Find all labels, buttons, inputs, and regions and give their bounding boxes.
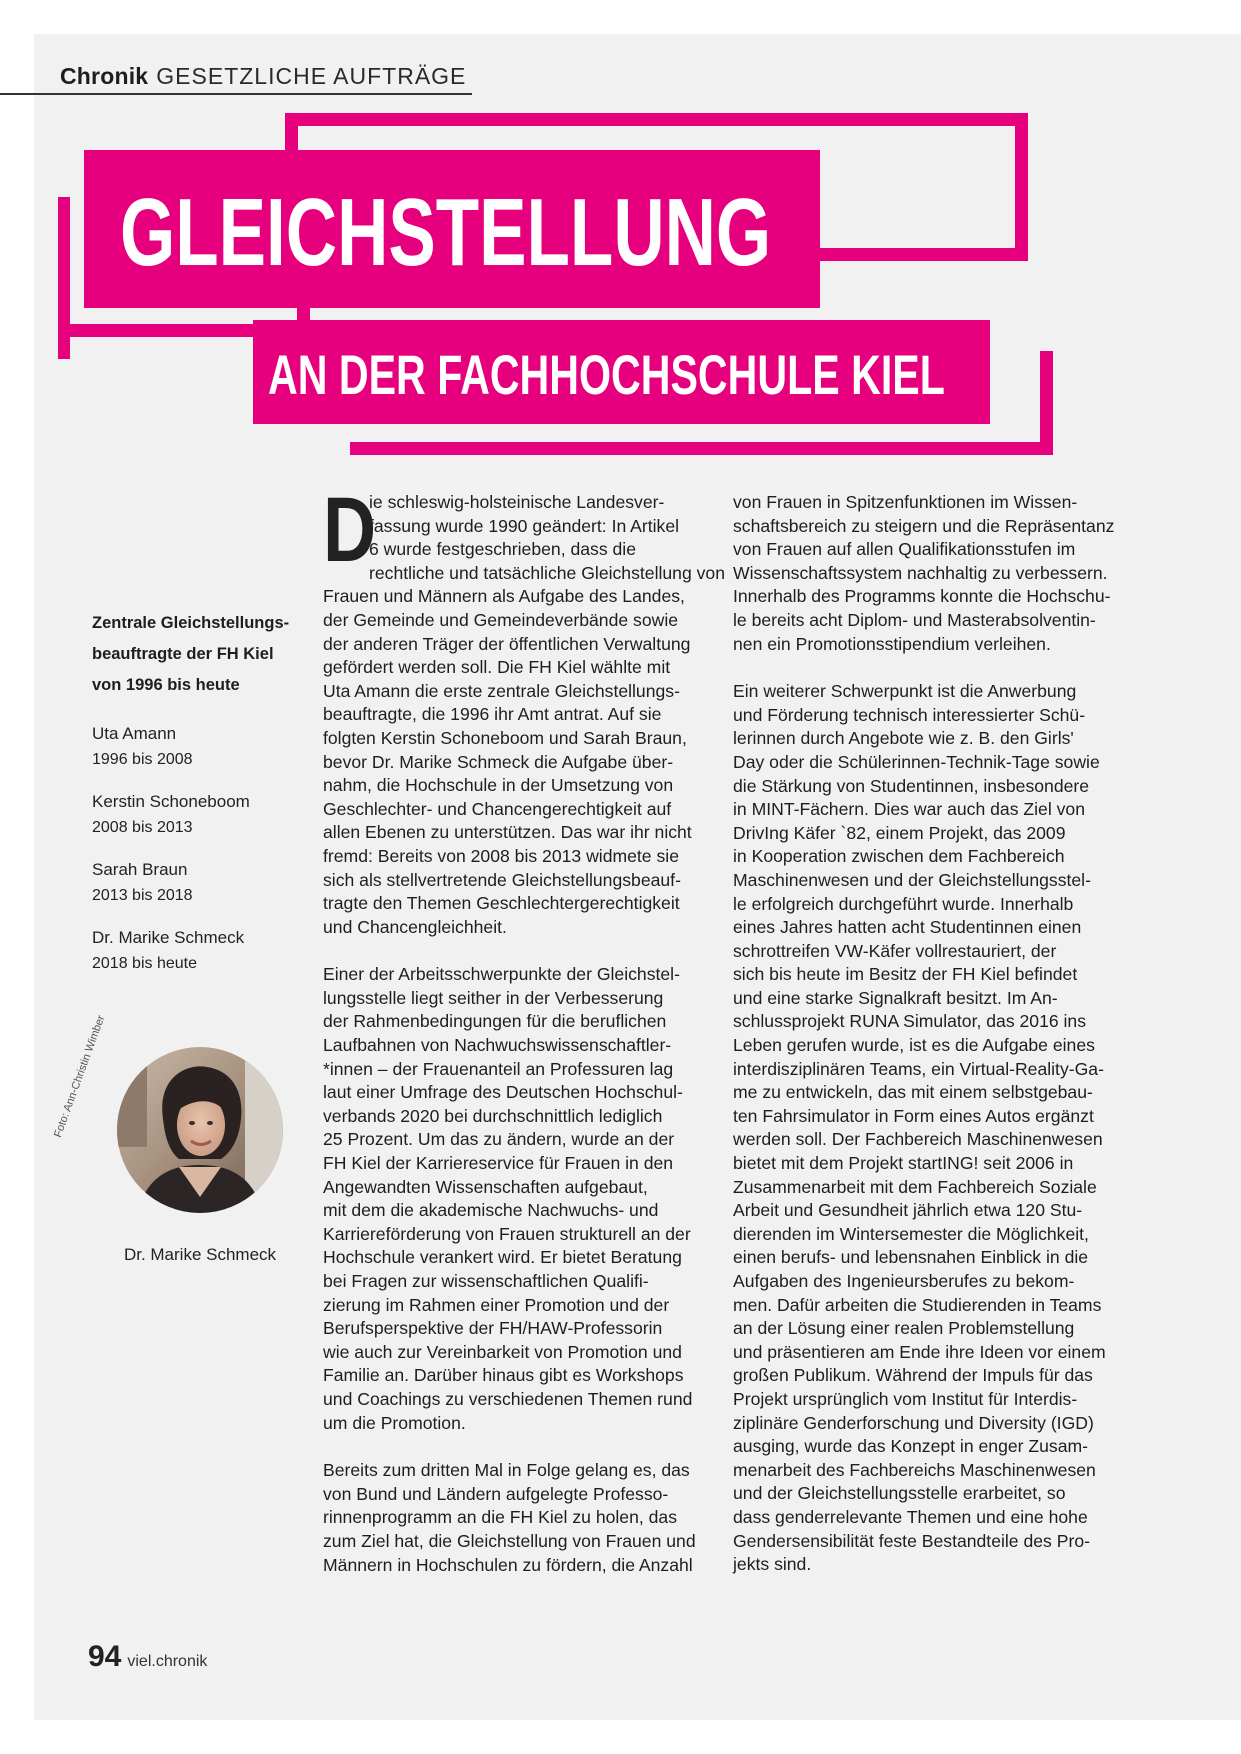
text-line: Uta Amann die erste zentrale Gleichstellungs- — [323, 680, 680, 701]
text-line: sich bis heute im Besitz der FH Kiel befindet — [733, 964, 1078, 985]
text-line: laut einer Umfrage des Deutschen Hochschul- — [323, 1082, 683, 1103]
text-line: und eine starke Signalkraft besitzt. Im An- — [733, 987, 1058, 1008]
publication-label: viel.chronik — [127, 1653, 208, 1670]
sidebar-heading-line: Zentrale Gleichstellungs- — [92, 614, 290, 632]
text-line: Laufbahnen von Nachwuchswissenschaftler- — [323, 1035, 672, 1056]
officer-name: Dr. Marike Schmeck — [92, 928, 245, 947]
text-line: schlussprojekt RUNA Simulator, das 2016 ins — [733, 1011, 1087, 1032]
text-line: beauftragte, die 1996 ihr Amt antrat. Auf sie — [323, 704, 662, 725]
text-line: Geschlechter- und Chancengerechtigkeit auf — [323, 798, 672, 819]
text-line: Frauen und Männern als Aufgabe des Landes, — [323, 586, 685, 607]
text-line: Familie an. Darüber hinaus gibt es Workshops — [323, 1365, 684, 1386]
text-line: fassung wurde 1990 geändert: In Artikel — [369, 515, 680, 536]
text-line: und der Gleichstellungsstelle erarbeitet, so — [733, 1483, 1066, 1504]
text-line: FH Kiel der Karriereservice für Frauen in den — [323, 1153, 674, 1174]
text-line: Männern in Hochschulen zu fördern, die Anzahl — [323, 1554, 693, 1575]
text-line: in Kooperation zwischen dem Fachbereich — [733, 846, 1065, 867]
text-line: men. Dafür arbeiten die Studierenden in Teams — [733, 1294, 1102, 1315]
text-line: lungsstelle liegt seither in der Verbesserung — [323, 987, 664, 1008]
text-line: nahm, die Hochschule in der Umsetzung von — [323, 775, 674, 796]
text-line: von Frauen auf allen Qualifikationsstufen im — [733, 539, 1076, 560]
text-line: Ein weiterer Schwerpunkt ist die Anwerbung — [733, 681, 1077, 702]
text-line: von Frauen in Spitzenfunktionen im Wissen- — [733, 492, 1078, 512]
text-line: der Gemeinde und Gemeindeverbände sowie — [323, 609, 679, 630]
text-line: und präsentieren am Ende ihre Ideen vor einem — [733, 1341, 1106, 1362]
text-line: schaftsbereich zu steigern und die Repräsentanz — [733, 515, 1115, 536]
text-line: me zu entwickeln, das mit einem selbstgebau- — [733, 1082, 1093, 1103]
officer-name: Uta Amann — [92, 724, 177, 743]
officer-entry — [92, 721, 312, 772]
officer-period: 2013 bis 2018 — [92, 887, 193, 904]
text-line: zierung im Rahmen einer Promotion und der — [323, 1294, 670, 1315]
sidebar-heading — [92, 608, 312, 701]
article-paragraph — [323, 963, 723, 1435]
page-number: 94 — [88, 1640, 122, 1673]
text-line: fremd: Bereits von 2008 bis 2013 widmete sie — [323, 845, 679, 866]
sidebar-heading-line: von 1996 bis heute — [92, 676, 240, 694]
title-bar-bottom — [350, 442, 1053, 455]
section-topic: GESETZLICHE AUFTRÄGE — [156, 63, 467, 89]
portrait-image — [117, 1047, 283, 1213]
text-line: Wissenschaftssystem nachhaltig zu verbessern. — [733, 562, 1108, 583]
text-line: nen ein Promotionsstipendium verleihen. — [733, 633, 1051, 654]
page-footer — [88, 1640, 207, 1674]
text-line: und Förderung technisch interessierter Schü- — [733, 704, 1086, 725]
text-line: le bereits acht Diplom- und Masterabsolventin- — [733, 609, 1096, 630]
text-line: dierenden im Wintersemester die Möglichkeit, — [733, 1223, 1089, 1244]
text-line: Aufgaben des Ingenieursberufes zu bekom- — [733, 1271, 1075, 1291]
text-line: folgten Kerstin Schoneboom und Sarah Braun, — [323, 727, 687, 748]
text-line: Leben gerufen wurde, ist es die Aufgabe eines — [733, 1035, 1095, 1056]
text-line: Angewandten Wissenschaften aufgebaut, — [323, 1176, 648, 1197]
text-line: der Rahmenbedingungen für die beruflichen — [323, 1011, 667, 1032]
drop-cap: D — [323, 479, 377, 581]
text-line: bevor Dr. Marike Schmeck die Aufgabe über- — [323, 751, 674, 772]
officer-period: 1996 bis 2008 — [92, 751, 193, 768]
title-frame-right-lower — [1040, 351, 1053, 451]
text-line: zum Ziel hat, die Gleichstellung von Frauen und — [323, 1530, 696, 1551]
officer-entry — [92, 857, 312, 908]
text-line: Projekt ursprünglich vom Institut für Interdis- — [733, 1388, 1078, 1409]
text-line: eines Jahres hatten acht Studentinnen einen — [733, 917, 1082, 938]
text-line: Einer der Arbeitsschwerpunkte der Gleichstel- — [323, 964, 680, 985]
text-line: ausging, wurde das Konzept in enger Zusam- — [733, 1436, 1089, 1457]
text-line: allen Ebenen zu unterstützen. Das war ihr nicht — [323, 822, 692, 843]
text-line: Maschinenwesen und der Gleichstellungsstel- — [733, 869, 1091, 890]
text-line: bietet mit dem Projekt startING! seit 2006 in — [733, 1153, 1074, 1174]
text-line: von Bund und Ländern aufgelegte Professo- — [323, 1483, 669, 1504]
text-line: Day oder die Schülerinnen-Technik-Tage sowie — [733, 751, 1100, 772]
section-label: Chronik — [60, 63, 149, 89]
sidebar-heading-line: beauftragte der FH Kiel — [92, 645, 274, 663]
text-line: schrottreifen VW-Käfer vollrestauriert, der — [733, 940, 1057, 961]
text-line: tragte den Themen Geschlechtergerechtigkeit — [323, 893, 680, 914]
article-paragraph — [323, 1459, 723, 1577]
text-line: Arbeit und Gesundheit jährlich etwa 120 Stu- — [733, 1200, 1083, 1221]
text-line: gefördert werden soll. Die FH Kiel wählte mit — [323, 657, 671, 678]
article-paragraph — [733, 491, 1133, 656]
article-paragraph — [733, 680, 1133, 1577]
text-line: DrivIng Käfer `82, einem Projekt, das 2009 — [733, 822, 1066, 843]
photo-credit: Foto: Ann-Christin Wimber — [52, 1013, 108, 1140]
sidebar — [92, 608, 312, 976]
text-line: werden soll. Der Fachbereich Maschinenwesen — [733, 1129, 1103, 1150]
officer-period: 2008 bis 2013 — [92, 819, 193, 836]
article-column-1 — [323, 479, 725, 1601]
text-line: lerinnen durch Angebote wie z. B. den Girls' — [733, 728, 1074, 749]
header-rule — [0, 93, 472, 95]
text-line: Karriereförderung von Frauen strukturell an der — [323, 1223, 691, 1244]
article-paragraph — [323, 479, 725, 939]
text-line: 6 wurde festgeschrieben, dass die — [369, 539, 636, 560]
text-line: ten Fahrsimulator in Form eines Autos ergänzt — [733, 1105, 1094, 1126]
text-line: die Stärkung von Studentinnen, insbesondere — [733, 775, 1090, 796]
text-line: Zusammenarbeit mit dem Fachbereich Soziale — [733, 1176, 1097, 1197]
headline-line-2: AN DER FACHHOCHSCHULE KIEL — [268, 343, 945, 406]
title-frame-upper-fill — [285, 113, 1028, 126]
text-line: großen Publikum. Während der Impuls für das — [733, 1365, 1093, 1386]
text-line: wie auch zur Vereinbarkeit von Promotion und — [323, 1341, 682, 1362]
text-line: le erfolgreich durchgeführt wurde. Innerhalb — [733, 893, 1074, 914]
text-line: Hochschule verankert wird. Er bietet Beratung — [323, 1247, 682, 1268]
officer-entry — [92, 789, 312, 840]
text-line: sich als stellvertretende Gleichstellungsbeauf- — [323, 869, 681, 890]
text-line: und Chancengleichheit. — [323, 916, 507, 937]
text-line: einen berufs- und lebensnahen Einblick in die — [733, 1247, 1089, 1268]
officer-entry — [92, 925, 312, 976]
text-line: Bereits zum dritten Mal in Folge gelang es, das — [323, 1460, 690, 1481]
text-line: *innen – der Frauenanteil an Professuren lag — [323, 1058, 674, 1079]
text-line: in MINT-Fächern. Dies war auch das Ziel von — [733, 799, 1086, 820]
text-line: menarbeit des Fachbereichs Maschinenwesen — [733, 1459, 1096, 1480]
text-line: ziplinäre Genderforschung und Diversity (IGD) — [733, 1412, 1094, 1433]
portrait-photo — [117, 1047, 283, 1213]
text-line: verbands 2020 bei durchschnittlich lediglich — [323, 1105, 663, 1126]
text-line: 25 Prozent. Um das zu ändern, wurde an der — [323, 1129, 675, 1150]
section-header — [60, 62, 466, 90]
officer-period: 2018 bis heute — [92, 955, 197, 972]
text-line: Berufsperspektive der FH/HAW-Professorin — [323, 1318, 663, 1339]
text-line: bei Fragen zur wissenschaftlichen Qualifi- — [323, 1271, 649, 1291]
text-line: Innerhalb des Programms konnte die Hochschu- — [733, 586, 1111, 607]
text-line: dass genderrelevante Themen und eine hohe — [733, 1506, 1088, 1527]
text-line: jekts sind. — [733, 1554, 812, 1575]
text-line: mit dem die akademische Nachwuchs- und — [323, 1200, 659, 1221]
text-line: interdisziplinären Teams, ein Virtual-Reality-Ga- — [733, 1058, 1104, 1079]
text-line: an der Lösung einer realen Problemstellung — [733, 1318, 1075, 1339]
text-line: rinnenprogramm an die FH Kiel zu holen, das — [323, 1507, 678, 1528]
text-line: rechtliche und tatsächliche Gleichstellung von — [369, 562, 725, 583]
officer-name: Sarah Braun — [92, 860, 188, 879]
officer-name: Kerstin Schoneboom — [92, 792, 250, 811]
headline-line-1: GLEICHSTELLUNG — [120, 179, 772, 286]
text-line: der anderen Träger der öffentlichen Verwaltung — [323, 633, 691, 654]
article-column-2 — [733, 491, 1133, 1601]
photo-caption: Dr. Marike Schmeck — [123, 1245, 277, 1264]
text-line: ie schleswig-holsteinische Landesver- — [369, 492, 665, 512]
text-line: Gendersensibilität feste Bestandteile des Pro- — [733, 1530, 1090, 1551]
text-line: um die Promotion. — [323, 1412, 466, 1433]
text-line: und Coachings zu verschiedenen Themen rund — [323, 1388, 693, 1409]
